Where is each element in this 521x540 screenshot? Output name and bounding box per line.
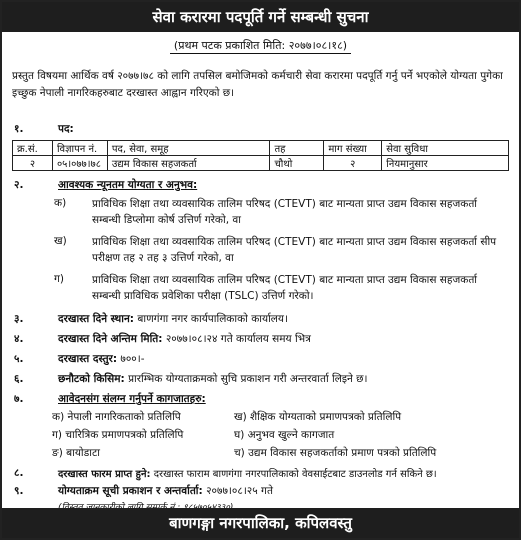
publish-date	[2, 38, 519, 54]
qualification-text: प्राविधिक शिक्षा तथा व्यवसायिक तालिम परिषद (CTEVT) बाट मान्यता प्राप्त उद्यम विकास सहजकर्ता सम्बन्धी प्राविधिक प्रवेशिका परीक्षा (TSLC) उत्तिर्ण गरेको।	[92, 274, 478, 302]
publish-date-text: (प्रथम पटक प्रकाशित मिति: २०७७।०८।१८)	[170, 38, 351, 54]
table-cell: ०५।०७७।७८	[52, 156, 107, 171]
document-item: ग) चारित्रिक प्रमाणपत्रको प्रतिलिपि	[52, 429, 184, 441]
document-item: घ) अनुभव खुल्ने कागजात	[234, 429, 335, 441]
qualification-key: ग)	[54, 273, 65, 285]
section-8-number: ८.	[14, 467, 24, 479]
document-item: क) नेपाली नागरिकताको प्रतिलिपि	[52, 411, 181, 423]
section-4	[58, 332, 311, 346]
section-6	[58, 372, 368, 386]
section-9-label: योग्यताक्रम सूची प्रकाशन र अन्तर्वार्ता:	[58, 485, 203, 497]
table-row	[13, 156, 509, 171]
document-item: च) उद्यम विकास सहजकर्ताको प्रमाण पत्रको प्रतिलिपि	[234, 447, 437, 459]
table-cell: नियमानुसार	[382, 156, 509, 171]
footer-banner: बाणगङ्गा नगरपालिका, कपिलवस्तु	[2, 508, 519, 538]
table-header-row	[13, 141, 509, 156]
section-6-label: छनौटको किसिम:	[58, 373, 125, 385]
section-9	[58, 484, 273, 498]
table-header-cell: सेवा सुविधा	[382, 141, 509, 156]
table-cell: उद्यम विकास सहजकर्ता	[107, 156, 270, 171]
section-1-label: पद:	[58, 123, 74, 135]
notice-title: सेवा करारमा पदपूर्ति गर्ने सम्बन्धी सुचना	[2, 2, 519, 32]
section-8-value: दरखास्त फाराम बाणगंगा नगरपालिकाको वेवसाईटबाट डाउनलोड गर्न सकिने छ।	[153, 469, 437, 480]
qualification-key: ख)	[54, 235, 67, 247]
section-5-value: ७००।-	[120, 353, 145, 365]
table-header-cell: क्र.सं.	[13, 141, 53, 156]
section-5	[58, 352, 145, 366]
document-item: ख) शैक्षिक योग्यताको प्रमाणपत्रको प्रतिलिपि	[234, 411, 402, 423]
table-cell: २	[13, 156, 53, 171]
section-6-value: प्रारम्भिक योग्यताक्रमको सुचि प्रकाशन गरी अन्तरवार्ता लिइने छ।	[128, 373, 368, 385]
section-4-value: २०७७।०८।२४ गते कार्यालय समय भित्र	[165, 333, 311, 345]
vacancy-table	[12, 140, 509, 171]
section-7-number: ७.	[14, 393, 24, 405]
section-2-label: आवश्यक न्यूनतम योग्यता र अनुभव:	[58, 179, 198, 191]
section-2-number: २.	[14, 179, 24, 191]
section-3-label: दरखास्त दिने स्थान:	[58, 313, 135, 325]
table-header-cell: पद, सेवा, समूह	[107, 141, 270, 156]
table-cell: २	[324, 156, 382, 171]
section-7-label: आवेदनसंग संलग्न गर्नुपर्ने कागजातहरु:	[58, 393, 206, 405]
table-cell: चौथो	[270, 156, 324, 171]
section-9-value: २०७७।०८।२५ गते	[206, 485, 273, 497]
section-5-label: दरखास्त दस्तुर:	[58, 353, 118, 365]
section-5-number: ५.	[14, 353, 24, 365]
section-1-number: १.	[14, 123, 24, 135]
table-header-cell: तह	[270, 141, 324, 156]
table-header-cell: विज्ञापन नं.	[52, 141, 107, 156]
section-3-value: बाणगंगा नगर कार्यपालिकाको कार्यालय।	[137, 313, 288, 325]
section-9-number: ९.	[14, 485, 24, 497]
table-header-cell: माग संख्या	[324, 141, 382, 156]
qualification-text: प्राविधिक शिक्षा तथा व्यवसायिक तालिम परिषद (CTEVT) बाट मान्यता प्राप्त उद्यम विकास सहजकर्ता सीप परीक्षण तह २ तह ३ उत्तिर्ण गरेको, वा	[92, 236, 497, 264]
section-3-number: ३.	[14, 313, 24, 325]
qualification-key: क)	[54, 197, 67, 209]
section-4-label: दरखास्त दिने अन्तिम मिति:	[58, 333, 163, 345]
section-4-number: ४.	[14, 333, 24, 345]
intro-paragraph: प्रस्तुत विषयमा आर्थिक वर्ष २०७७।७८ को लागि तपसिल बमोजिमको कर्मचारी सेवा करारमा पदपूर्ति गर्नु पर्ने भएकोले योग्यता पुगेका इच्छुक नेपाली नागरिकहरुबाट दरखास्त आह्वान गरिएको छ।	[12, 70, 503, 99]
section-8	[58, 466, 437, 480]
section-8-label: दरखास्त फारम प्राप्त हुने:	[58, 469, 151, 480]
qualification-text: प्राविधिक शिक्षा तथा व्यवसायिक तालिम परिषद (CTEVT) बाट मान्यता प्राप्त उद्यम विकास सहजकर्ता सम्बन्धी डिप्लोमा कोर्ष उत्तिर्ण गरेको, वा	[92, 198, 478, 226]
section-6-number: ६.	[14, 373, 24, 385]
section-3	[58, 312, 288, 326]
document-item: ङ) बायोडाटा	[52, 447, 100, 459]
